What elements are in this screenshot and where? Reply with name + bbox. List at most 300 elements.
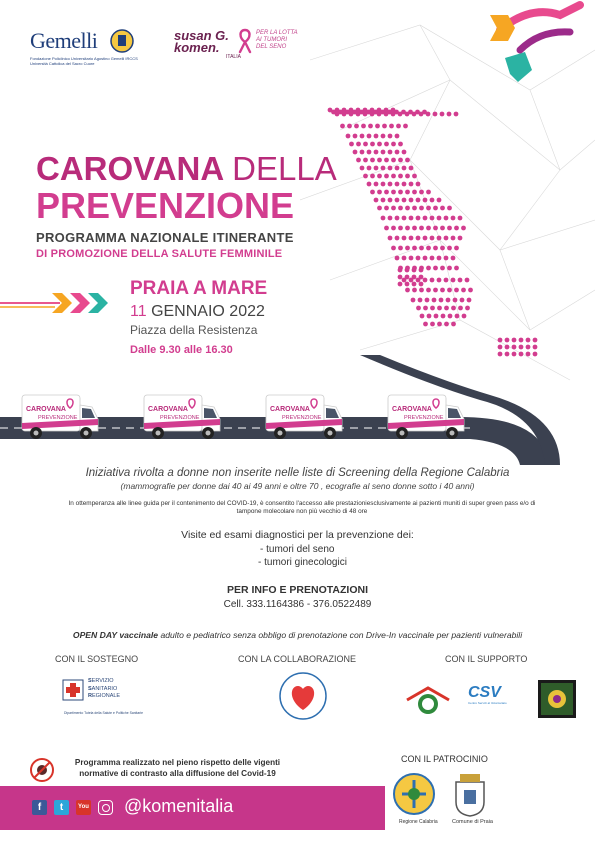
map-dot [374, 198, 379, 203]
komen-name: susan G. komen. [174, 28, 229, 55]
map-dot [444, 256, 449, 261]
map-dot [433, 266, 438, 271]
map-dot [377, 112, 382, 117]
map-dot [395, 198, 400, 203]
map-dot [461, 288, 466, 293]
map-dot [360, 150, 365, 155]
map-dot [391, 174, 396, 179]
map-dot [461, 226, 466, 231]
map-dot [433, 288, 438, 293]
event-hours: Dalle 9.30 alle 16.30 [130, 344, 233, 356]
map-dot [356, 158, 361, 163]
map-dot [375, 124, 380, 129]
komen-logo [174, 30, 324, 70]
map-dot [437, 216, 442, 221]
map-dot [458, 216, 463, 221]
map-dot [412, 275, 417, 280]
map-dot [409, 216, 414, 221]
title-line-2: PREVENZIONE [36, 185, 295, 226]
map-dot [505, 338, 510, 343]
map-dot [437, 306, 442, 311]
visits-list [258, 543, 347, 569]
map-dot [363, 142, 368, 147]
map-dot [465, 278, 470, 283]
map-dot [391, 226, 396, 231]
map-dot [451, 322, 456, 327]
map-dot [409, 236, 414, 241]
map-dot [505, 345, 510, 350]
map-dot [426, 266, 431, 271]
map-dot [412, 282, 417, 287]
map-dot [468, 288, 473, 293]
map-dot [440, 246, 445, 251]
map-dot [381, 216, 386, 221]
map-dot [426, 226, 431, 231]
map-dot [391, 112, 396, 117]
map-dot [409, 256, 414, 261]
map-dot [430, 322, 435, 327]
map-dot [381, 182, 386, 187]
map-dot [361, 124, 366, 129]
map-dot [437, 236, 442, 241]
map-dot [377, 142, 382, 147]
map-dot [423, 278, 428, 283]
map-dot [465, 306, 470, 311]
gemelli-logo [30, 28, 140, 68]
map-dot [512, 338, 517, 343]
map-dot [533, 345, 538, 350]
map-dot [391, 158, 396, 163]
andi-logo [403, 682, 453, 716]
map-dot [419, 206, 424, 211]
map-dot [381, 198, 386, 203]
map-dot [526, 345, 531, 350]
map-dot [354, 124, 359, 129]
contact-phone: Cell. 333.1164386 - 376.0522489 [223, 599, 372, 610]
map-dot [391, 190, 396, 195]
gemelli-name: Gemelli [30, 28, 98, 53]
map-dot [353, 150, 358, 155]
map-dot [451, 236, 456, 241]
map-dot [446, 298, 451, 303]
map-dot [402, 198, 407, 203]
map-dot [533, 338, 538, 343]
map-dot [374, 182, 379, 187]
map-dot [416, 306, 421, 311]
map-dot [419, 226, 424, 231]
map-dot [426, 112, 431, 117]
map-dot [398, 158, 403, 163]
map-dot [419, 282, 424, 287]
van-label-2: PREVENZIONE [404, 415, 444, 421]
map-dot [416, 236, 421, 241]
map-dot [454, 226, 459, 231]
map-dot [349, 142, 354, 147]
map-dot [370, 142, 375, 147]
map-dot [439, 298, 444, 303]
map-dot [405, 275, 410, 280]
map-dot [374, 166, 379, 171]
map-dot [398, 268, 403, 273]
map-dot [335, 112, 340, 117]
map-dot [412, 226, 417, 231]
map-dot [451, 306, 456, 311]
map-dot [433, 246, 438, 251]
map-dot [377, 206, 382, 211]
map-dot [405, 174, 410, 179]
map-dot [391, 246, 396, 251]
map-dot [388, 182, 393, 187]
map-dot [432, 298, 437, 303]
map-dot [437, 256, 442, 261]
map-dot [447, 288, 452, 293]
map-dot [440, 266, 445, 271]
map-dot [398, 282, 403, 287]
map-dot [447, 112, 452, 117]
map-dot [440, 112, 445, 117]
van-label: CAROVANA [392, 406, 432, 413]
map-dot [426, 246, 431, 251]
map-dot [425, 298, 430, 303]
map-dot [451, 278, 456, 283]
map-dot [360, 134, 365, 139]
comune-praia-crest [452, 772, 488, 818]
map-dot [409, 198, 414, 203]
map-dot [444, 278, 449, 283]
youtube-icon[interactable]: You [76, 800, 91, 815]
map-dot [458, 236, 463, 241]
map-dot [363, 174, 368, 179]
map-dot [419, 275, 424, 280]
map-dot [444, 236, 449, 241]
map-dot [388, 198, 393, 203]
map-dot [447, 246, 452, 251]
map-dot [389, 124, 394, 129]
map-dot [416, 182, 421, 187]
map-dot [405, 190, 410, 195]
map-dot [398, 275, 403, 280]
van-label: CAROVANA [148, 406, 188, 413]
map-dot [377, 190, 382, 195]
csv-subtitle: Centro Servizi al Volontariato [468, 701, 507, 705]
map-dot [382, 124, 387, 129]
map-dot [412, 174, 417, 179]
map-dot [419, 190, 424, 195]
map-dot [370, 158, 375, 163]
map-dot [411, 298, 416, 303]
map-dot [360, 166, 365, 171]
map-dot [405, 206, 410, 211]
instagram-icon[interactable] [98, 800, 113, 815]
map-dot [377, 174, 382, 179]
map-dot [388, 216, 393, 221]
title-line-1: CAROVANA DELLA [36, 150, 337, 187]
square-emblem-logo [538, 680, 576, 718]
map-dot [423, 236, 428, 241]
map-dot [433, 206, 438, 211]
facebook-icon[interactable]: f [32, 800, 47, 815]
map-dot [405, 112, 410, 117]
social-handle[interactable]: @komenitalia [124, 796, 234, 816]
map-dot [418, 298, 423, 303]
csv-letters: CSV [468, 684, 501, 701]
servizio-sanitario-regionale-logo [62, 675, 142, 725]
info-exams: (mammografie per donne dai 40 ai 49 anni e oltre 70 , ecografie al seno donne sotto i 40 anni) [120, 481, 475, 491]
map-dot [526, 338, 531, 343]
map-dot [412, 112, 417, 117]
map-dot [374, 150, 379, 155]
map-dot [391, 206, 396, 211]
label-collaborazione: CON LA COLLABORAZIONE [238, 654, 357, 664]
map-dot [342, 112, 347, 117]
pink-ribbon-icon [238, 28, 252, 54]
map-dot [412, 268, 417, 273]
map-dot [340, 124, 345, 129]
gemelli-subtitle: Fondazione Policlinico Universitario Agostino Gemelli IRCCS Università Cattolica del Sacro Cuore [30, 56, 138, 66]
map-dot [512, 345, 517, 350]
map-dot [388, 166, 393, 171]
map-dot [363, 112, 368, 117]
map-dot [416, 216, 421, 221]
map-dot [398, 142, 403, 147]
ssr-subtitle: Dipartimento Tutela della Salute e Politiche Sanitarie [64, 711, 143, 715]
map-dot [447, 266, 452, 271]
association-heart-logo [278, 670, 328, 722]
van-label: CAROVANA [270, 406, 310, 413]
visit-item: - tumori del seno [260, 544, 335, 555]
map-dot [453, 298, 458, 303]
decorative-arrows-graphic [470, 0, 590, 90]
map-dot [388, 150, 393, 155]
van-label-2: PREVENZIONE [282, 415, 322, 421]
label-patrocinio: CON IL PATROCINIO [401, 754, 488, 764]
road-with-vans-graphic [0, 355, 595, 465]
map-dot [430, 236, 435, 241]
chevron-arrows-graphic [0, 291, 120, 315]
map-dot [447, 226, 452, 231]
map-dot [384, 190, 389, 195]
map-dot [346, 134, 351, 139]
map-dot [370, 112, 375, 117]
map-dot [451, 216, 456, 221]
map-dot [454, 112, 459, 117]
map-dot [363, 158, 368, 163]
map-dot [381, 134, 386, 139]
map-dot [451, 256, 456, 261]
subtitle-program: PROGRAMMA NAZIONALE ITINERANTE [36, 230, 294, 245]
map-dot [402, 150, 407, 155]
map-dot [396, 124, 401, 129]
map-dot [409, 166, 414, 171]
map-dot [367, 166, 372, 171]
map-dot [433, 226, 438, 231]
map-dot [395, 216, 400, 221]
map-dot [381, 150, 386, 155]
map-dot [419, 246, 424, 251]
label-supporto: CON IL SUPPORTO [445, 654, 528, 664]
map-dot [448, 314, 453, 319]
map-dot [384, 158, 389, 163]
map-dot [398, 206, 403, 211]
subtitle-promotion: DI PROMOZIONE DELLA SALUTE FEMMINILE [36, 248, 283, 260]
comune-label: Comune di Praia [452, 819, 493, 825]
map-dot [430, 198, 435, 203]
map-dot [377, 158, 382, 163]
csv-logo [468, 684, 528, 706]
map-dot [405, 246, 410, 251]
map-dot [384, 206, 389, 211]
van-label-2: PREVENZIONE [38, 415, 78, 421]
map-dot [409, 182, 414, 187]
map-dot [427, 314, 432, 319]
map-dot [384, 174, 389, 179]
map-dot [454, 246, 459, 251]
regione-calabria-emblem [392, 770, 436, 818]
map-dot [433, 112, 438, 117]
komen-italia: ITALIA [226, 54, 241, 60]
twitter-icon[interactable]: t [54, 800, 69, 815]
ssr-text: SERVIZIO SANITARIO REGIONALE [88, 678, 121, 699]
visit-item: - tumori ginecologici [258, 557, 347, 568]
map-dot [349, 112, 354, 117]
map-dot [460, 298, 465, 303]
map-dot [440, 288, 445, 293]
map-dot [395, 150, 400, 155]
map-dot [519, 345, 524, 350]
map-dot [498, 338, 503, 343]
map-dot [395, 166, 400, 171]
map-dot [384, 226, 389, 231]
map-dot [405, 158, 410, 163]
map-dot [405, 288, 410, 293]
map-dot [444, 216, 449, 221]
map-dot [419, 112, 424, 117]
map-dot [384, 142, 389, 147]
map-dot [398, 226, 403, 231]
map-dot [368, 124, 373, 129]
map-dot [426, 190, 431, 195]
map-dot [454, 266, 459, 271]
openday-notice: OPEN DAY vaccinale adulto e pediatrico senza obbligo di prenotazione con Drive-In vaccinale per pazienti vulnerabili [72, 630, 523, 640]
map-dot [416, 198, 421, 203]
map-dot [430, 306, 435, 311]
map-dot [395, 256, 400, 261]
map-dot [367, 134, 372, 139]
regione-label: Regione Calabria [399, 819, 438, 825]
map-dot [367, 182, 372, 187]
map-dot [430, 278, 435, 283]
map-dot [423, 256, 428, 261]
event-city: PRAIA A MARE [130, 278, 268, 299]
van-label: CAROVANA [26, 406, 66, 413]
event-place: Piazza della Resistenza [130, 323, 258, 337]
map-dot [441, 314, 446, 319]
map-dot [462, 314, 467, 319]
map-dot [398, 190, 403, 195]
map-dot [430, 256, 435, 261]
map-dot [467, 298, 472, 303]
covid-notice: Programma realizzato nel pieno rispetto delle vigenti normative di contrasto alla diffusione del Covid-19 [74, 758, 281, 778]
map-dot [405, 282, 410, 287]
map-dot [398, 174, 403, 179]
map-dot [395, 134, 400, 139]
map-dot [423, 198, 428, 203]
map-dot [356, 112, 361, 117]
map-dot [388, 236, 393, 241]
map-dot [519, 338, 524, 343]
van-label-2: PREVENZIONE [160, 415, 200, 421]
map-dot [412, 190, 417, 195]
map-dot [426, 206, 431, 211]
map-dot [388, 134, 393, 139]
map-dot [374, 134, 379, 139]
map-dot [419, 268, 424, 273]
map-dot [437, 322, 442, 327]
covid-virus-icon [30, 758, 54, 782]
contact-heading: PER INFO E PRENOTAZIONI [227, 584, 368, 596]
map-dot [444, 306, 449, 311]
info-target-audience: Iniziativa rivolta a donne non inserite nelle liste di Screening della Regione Calabria [85, 467, 510, 479]
ssr-cross-icon [62, 675, 84, 701]
map-dot [423, 306, 428, 311]
map-dot [430, 216, 435, 221]
map-dot [423, 216, 428, 221]
map-dot [395, 236, 400, 241]
map-dot [454, 288, 459, 293]
map-dot [437, 278, 442, 283]
map-dot [412, 246, 417, 251]
map-dot [398, 112, 403, 117]
map-dot [426, 288, 431, 293]
map-dot [370, 174, 375, 179]
map-dot [405, 268, 410, 273]
map-dot [420, 314, 425, 319]
map-dot [412, 288, 417, 293]
map-dot [402, 256, 407, 261]
map-dot [347, 124, 352, 129]
map-dot [498, 345, 503, 350]
map-dot [419, 288, 424, 293]
social-bar [0, 786, 385, 830]
map-dot [405, 226, 410, 231]
map-dot [458, 278, 463, 283]
komen-tagline: PER LA LOTTA AI TUMORI DEL SENO [256, 30, 298, 50]
map-dot [370, 190, 375, 195]
label-sostegno: CON IL SOSTEGNO [55, 654, 139, 664]
map-dot [455, 314, 460, 319]
event-date: 11 GENNAIO 2022 [130, 303, 265, 320]
map-dot [391, 142, 396, 147]
map-dot [356, 142, 361, 147]
map-dot [402, 236, 407, 241]
gemelli-seal-icon [110, 28, 134, 54]
map-dot [423, 322, 428, 327]
map-dot [440, 226, 445, 231]
map-dot [402, 216, 407, 221]
visits-heading: Visite ed esami diagnostici per la prevenzione dei: [181, 529, 414, 541]
map-dot [402, 166, 407, 171]
map-dot [458, 306, 463, 311]
map-dot [398, 246, 403, 251]
map-dot [447, 206, 452, 211]
map-dot [434, 314, 439, 319]
map-dot [367, 150, 372, 155]
map-dot [395, 182, 400, 187]
map-dot [403, 124, 408, 129]
info-covid-rules: In ottemperanza alle linee guida per il contenimento del COVID-19, è consentito l'accesso alle prestazioniesclusivamente ai pazienti muniti di super green pass e/o di tampone molecolare non più vecchio di 48 ore [68, 500, 536, 515]
map-dot [412, 206, 417, 211]
map-dot [440, 206, 445, 211]
